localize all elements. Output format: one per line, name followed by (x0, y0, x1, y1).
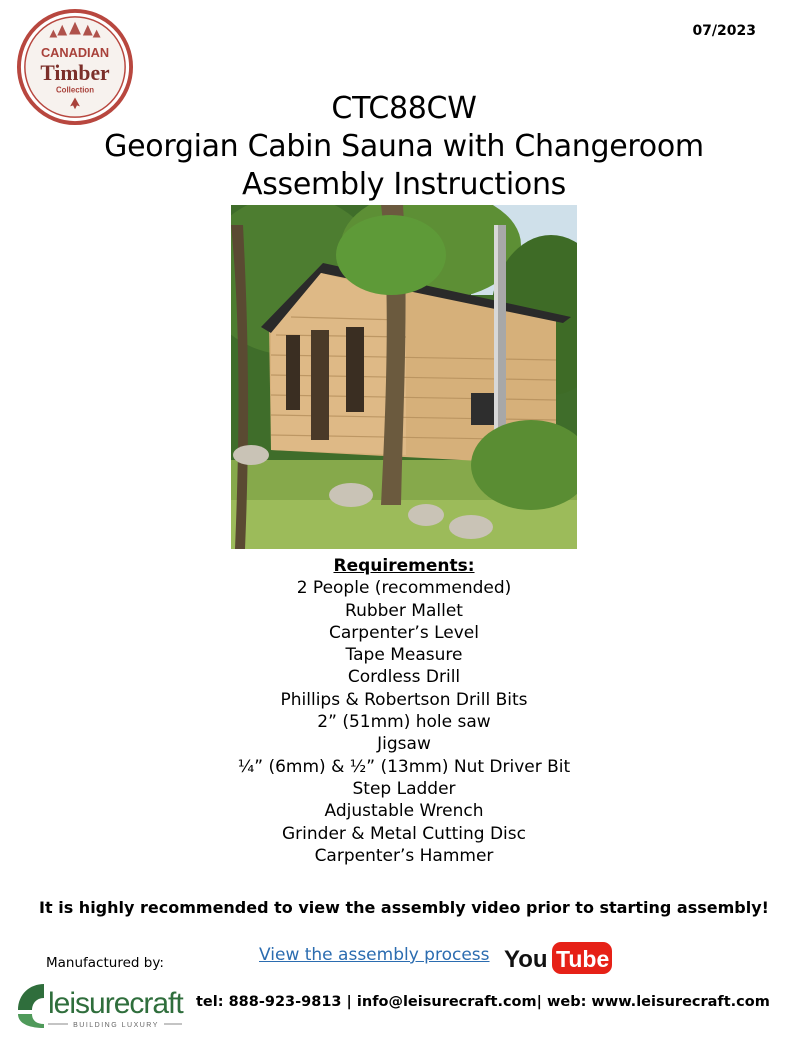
title-model: CTC88CW (331, 91, 477, 126)
youtube-logo-icon[interactable] (502, 938, 614, 978)
page-title (0, 90, 808, 204)
requirement-item: Step Ladder (352, 778, 456, 799)
requirements-heading: Requirements: (333, 556, 475, 576)
requirement-item: 2 People (recommended) (296, 578, 512, 599)
requirement-item: Jigsaw (377, 734, 431, 755)
contact-info: tel: 888-923-9813 | info@leisurecraft.com| web: www.leisurecraft.com (196, 994, 770, 1010)
title-document: Assembly Instructions (241, 167, 567, 202)
leisurecraft-tagline: BUILDING LUXURY (73, 1022, 159, 1029)
logo-line2: Timber (40, 60, 110, 85)
youtube-you-text: You (504, 946, 548, 973)
manufactured-by-label: Manufactured by: (46, 955, 164, 971)
leisurecraft-wordmark: leisurecraft (48, 987, 183, 1020)
sauna-cabin-photo (231, 205, 577, 549)
requirement-item: 2” (51mm) hole saw (317, 712, 491, 733)
requirement-item: Grinder & Metal Cutting Disc (282, 823, 526, 844)
requirement-item: Rubber Mallet (345, 600, 463, 621)
requirement-item: ¼” (6mm) & ½” (13mm) Nut Driver Bit (237, 756, 571, 777)
youtube-tube-text: Tube (556, 946, 610, 972)
leaf-icon (18, 984, 44, 1010)
requirements-list (0, 555, 808, 867)
requirement-item: Carpenter’s Level (329, 622, 479, 643)
assembly-video-link[interactable]: View the assembly process (259, 945, 490, 965)
document-date: 07/2023 (692, 23, 756, 39)
requirement-item: Tape Measure (345, 645, 463, 666)
video-recommendation: It is highly recommended to view the assembly video prior to starting assembly! (39, 898, 769, 917)
requirement-item: Cordless Drill (347, 667, 461, 688)
title-product: Georgian Cabin Sauna with Changeroom (104, 129, 704, 164)
requirement-item: Carpenter’s Hammer (314, 845, 494, 866)
logo-line3: Collection (56, 85, 94, 95)
requirement-item: Phillips & Robertson Drill Bits (280, 689, 528, 710)
requirement-item: Adjustable Wrench (324, 801, 484, 822)
logo-line1: CANADIAN (40, 45, 110, 61)
leisurecraft-logo (16, 980, 186, 1032)
